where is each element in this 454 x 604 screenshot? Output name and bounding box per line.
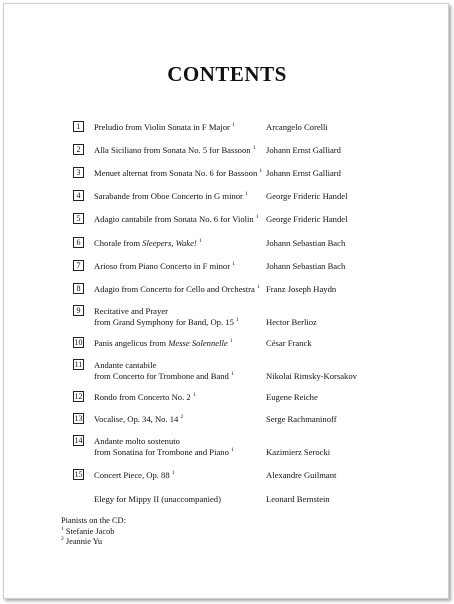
entry-title: Menuet alternat from Sonata No. 6 for Bassoon $^1$ — [94, 168, 263, 178]
entry-title: Vocalise, Op. 34, No. 14 $^2$ — [94, 414, 184, 424]
pianist-note: $^1$ Stefanie Jacob — [61, 525, 115, 536]
entry-title: Arioso from Piano Concerto in F minor $^1$ — [94, 261, 235, 271]
entry-number: 3 — [73, 167, 84, 178]
entry-composer: Nikolai Rimsky-Korsakov — [266, 370, 357, 381]
page-title: CONTENTS — [167, 62, 287, 86]
entry-composer: Alexandre Guilmant — [266, 470, 337, 480]
entry-title: Elegy for Mippy II (unaccompanied) — [94, 494, 221, 504]
entry-composer: Serge Rachmaninoff — [266, 414, 337, 424]
entry-number: 13 — [74, 414, 83, 423]
contents-page — [3, 3, 449, 599]
entry-number: 2 — [73, 144, 84, 155]
entry-number: 11 — [74, 360, 83, 369]
entry-title: Rondo from Concerto No. 2 $^1$ — [94, 392, 196, 402]
entry-composer: Kazimierz Serocki — [266, 446, 331, 457]
entry-title: Adagio cantabile from Sonata No. 6 for Violin $^1$ — [94, 214, 259, 224]
entry-number: 5 — [73, 213, 84, 224]
entry-title: Preludio from Violin Sonata in F Major $^1$ — [94, 122, 235, 132]
entry-composer: Johann Sebastian Bach — [266, 261, 346, 271]
entry-title: Recitative and Prayer from Grand Symphony for Band, Op. 15 $^1$ — [94, 306, 239, 327]
entry-composer: Eugene Reiche — [266, 392, 318, 402]
entry-title: Alla Siciliano from Sonata No. 5 for Bassoon $^1$ — [94, 145, 256, 155]
entry-composer: George Frideric Handel — [266, 191, 348, 201]
entry-title: Sarabande from Oboe Concerto in G minor $^1$ — [94, 191, 248, 201]
entry-number: 4 — [73, 190, 84, 201]
entry-number: 6 — [73, 237, 84, 248]
entry-number: 14 — [74, 436, 83, 445]
entry-composer: Johann Sebastian Bach — [266, 238, 346, 248]
entry-composer: Arcangelo Corelli — [266, 122, 328, 132]
entry-number: 9 — [73, 305, 84, 316]
entry-title: Adagio from Concerto for Cello and Orchestra $^1$ — [94, 284, 260, 294]
entry-title: Andante molto sostenuto from Sonatina for Trombone and Piano $^1$ — [94, 436, 234, 457]
entry-composer: Hector Berlioz — [266, 316, 317, 327]
entry-number: 12 — [74, 392, 83, 401]
entry-composer: George Frideric Handel — [266, 214, 348, 224]
entry-number: 10 — [74, 338, 83, 347]
entry-title: Panis angelicus from Messe Solennelle $^1$ — [94, 338, 233, 348]
entry-number: 8 — [73, 283, 84, 294]
entry-composer: Leonard Bernstein — [266, 494, 330, 504]
entry-title: Concert Piece, Op. 88 $^1$ — [94, 470, 175, 480]
entry-number: 15 — [74, 470, 83, 479]
entry-number: 7 — [73, 260, 84, 271]
entry-composer: Franz Joseph Haydn — [266, 284, 337, 294]
notes-heading: Pianists on the CD: — [61, 516, 126, 525]
entry-composer: César Franck — [266, 338, 312, 348]
pianist-note: $^2$ Jeannie Yu — [61, 536, 103, 546]
entry-composer: Johann Ernst Galliard — [266, 168, 341, 178]
entry-title: Andante cantabile from Concerto for Trombone and Band $^1$ — [94, 360, 234, 381]
entry-title: Chorale from Sleepers, Wake! $^1$ — [94, 238, 202, 248]
entry-composer: Johann Ernst Galliard — [266, 145, 341, 155]
entry-number: 1 — [73, 121, 84, 132]
pianists-notes — [61, 516, 126, 548]
